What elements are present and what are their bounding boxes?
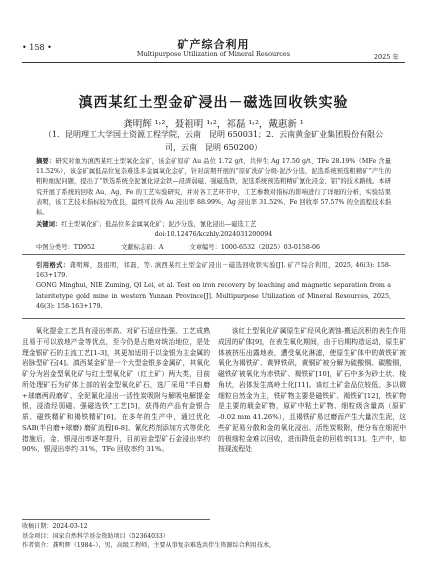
abstract [36, 157, 391, 218]
received-date: 收稿日期：2024-03-12 [22, 523, 88, 530]
body-column-right: 该红土型氧化矿属原生矿经风化剥蚀-搬运沉积的表生作用成因的矿体[9]，在表生氧化期间，由于后期构造运动，原生矿体被挤压出露地表，遭受氧化淋滤，使原生矿体中的黄铁矿被氧化为褐铁矿、黄钾铁矾，黄铜矿被分解为硫酸铜、碳酸铜，磁铁矿被氧化为赤铁矿、褐铁矿[10]，矿石中多为砂土状、棱角状，岩体发生高岭土化[11]。该红土矿金品位较低、多以微细粒自然金为主，铁矿物主要是磁铁矿、褐铁矿[12]，铁矿物是主要的载金矿物，原矿中粘土矿物、细粒级含量高（原矿 -0.02 mm 41.26%），且褐铁矿易过磨而产生大量次生泥，这些矿泥易分散和金的氧化浸出、活性炭吸附，使分布在细泥中的极细粒金难以回收，进而降低金的回收率[13]。生产中，如按现流程处 [218, 327, 406, 454]
paper-title: 滇西某红土型金矿浸出－磁选回收铁实验 [78, 95, 349, 111]
header-divider [22, 62, 405, 63]
classification-row [36, 242, 391, 251]
journal-title-en: Multipurpose Utilization of Mineral Resources [136, 50, 291, 58]
document-code: 文献标志码：A [121, 244, 164, 251]
citation-cn: 龚明辉，聂祖明，祁磊，等. 滇西某红土型金矿浸出－磁选回收铁实验[J]. 矿产综合利用，2025, 46(3): 158-163+179. [36, 262, 392, 280]
journal-title-cn: 矿产综合利用 [177, 38, 250, 51]
author-bio: 作者简介：龚明辉（1984–），男，高级工程师，主要从事复杂难选共伴生资源综合利用技术。 [22, 542, 276, 550]
citation-en: GONG Minghui, NIE Zuming, QI Lei, et al. Test on iron recovery by leaching and magnetic separation from a lateritetype gold mine in western Yunnan Province[J]. Multipurpose Utilization of Mineral Resources, 2025, 46(3): 158-163+179. [36, 282, 391, 310]
section-divider [22, 318, 405, 319]
affiliation: （1．昆明理工大学国土资源工程学院，云南 昆明 650031；2．云南黄金矿业集团股份有限公司，云南 昆明 650200） [43, 130, 384, 152]
keywords-text: 红土型氧化矿；低品位多金属氧化矿；泥沙分选，氰化浸出—磁选工艺 [61, 221, 257, 228]
clc-number: 中图分类号：TD952 [36, 244, 96, 251]
keywords [36, 220, 391, 230]
body-column-left: 氧化提金工艺具有浸出率高、对矿石适应性强、工艺成熟且易于可以放地产金等优点，至今仍是占绝对统治地位，是处理金银矿石的主流工艺[1-3]，其更加适用于以金银为主金属的岩脉型矿石[4]。滇西某金矿是一个大型金银多金属矿，其氧化矿分为岩金型氧化矿与红土型氧化矿（红土矿）两大类，目前所处理矿石为矿体上部的岩金型氧化矿石，选厂采用“半自磨+球磨两段磨矿、全泥氰化浸出一活性炭吸附与解吸电解提金银，浸渣经弱磁、强磁选铁”工艺[5]，获得的产品有金银合质、磁铁精矿和褐铁精矿[6]。在多年的生产中，通过优化 SAB(半自磨+球磨) 磨矿流程[6-8]、氰化药剂添加方式等优化措施后，金、银浸出率逐年提升，目前岩金型矿石金浸出率约 90%，银浸出率约 31%，TFe 回收率约 31%。 [22, 327, 210, 454]
keywords-label: 关键词： [36, 221, 62, 228]
abstract-label: 摘要： [36, 158, 56, 165]
doi: doi:10.12476/kczhly.2024031200094 [154, 231, 273, 238]
citation-label: 引用格式： [36, 262, 70, 269]
article-number: 文章编号：1000-6532（2025）03-0158-06 [189, 244, 320, 251]
journal-year: 2025 年 [373, 53, 399, 61]
section-divider [22, 254, 405, 255]
citation-format [36, 261, 391, 312]
footnote [22, 522, 405, 551]
author-list: 龚明辉 ¹˒²，聂祖明 ¹˒²，祁磊 ¹˒²，戴惠新 ¹ [123, 119, 304, 130]
page-number: • 158 • [22, 43, 52, 52]
fund-info: 基金项目：国家自然科学基金资助项目（52364033） [22, 532, 169, 540]
footnote-divider [22, 519, 210, 520]
abstract-text: 研究对象为滇西某红土型氧化金矿，该金矿原矿 Au 品位 1.72 g/t、共伴生 Ag 17.50 g/t、TFe 28.19%（MFe 含量 11.52%），该金矿属低品位复杂难选多金属氧化金矿，针对前期开展的“原矿洗矿分级-泥沙分选，泥选系统预选粗精矿”产生的粗粒细泥问题，提出了“铁选系统全泥氰化浸金铁—浸渣弱磁、强磁选铁，泥选系统预选粗精矿氰化浸金、铝”的技术路线。本研究开展了系统的回收 Au、Ag、Fe 的工艺实验研究，并对各工艺环节中，工艺参数对指标的影响进行了详细的分析，实验结果表明，该工艺技术指标较为优良，最终可获得 Au 浸出率 88.99%、Ag 浸出率 31.52%、Fe 回收率 57.57% 的全流程技术指标。 [36, 158, 392, 217]
